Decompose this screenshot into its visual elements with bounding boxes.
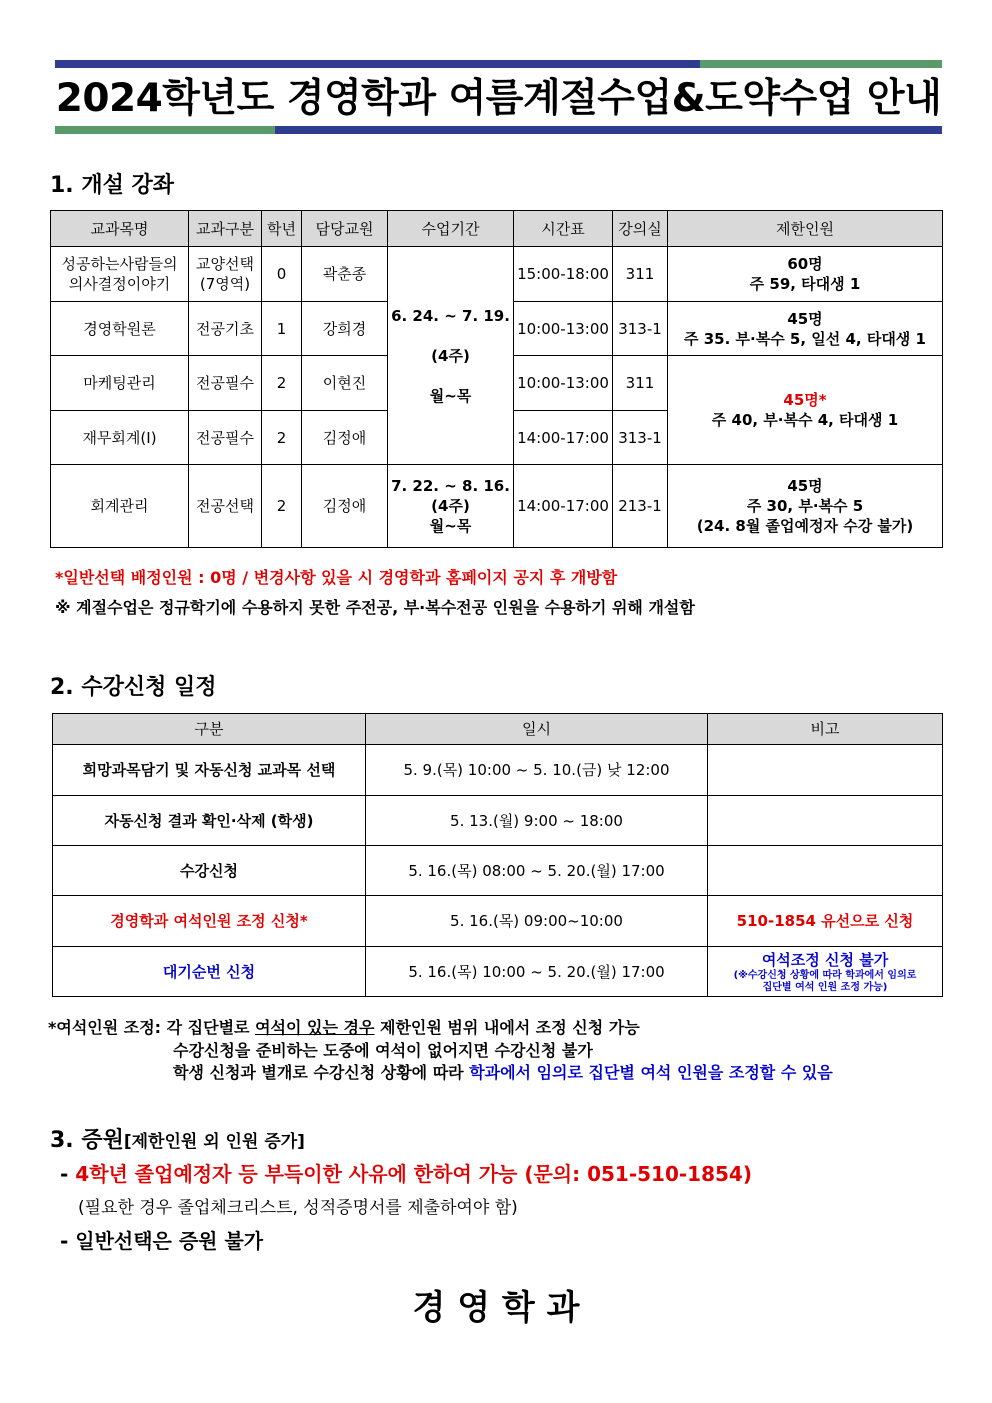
course-name: 마케팅관리 [51,356,189,411]
course-room: 213-1 [613,465,668,548]
course-room: 313-1 [613,411,668,465]
section1-heading: 1. 개설 강좌 [50,173,174,198]
title-bar-top-green [700,60,942,68]
course-name: 재무회계(I) [51,411,189,465]
course-grade: 2 [262,356,302,411]
course-time: 14:00-17:00 [514,465,613,548]
col-header-prof: 담당교원 [302,211,388,247]
course-room: 311 [613,247,668,302]
table-row [51,465,943,548]
course-limit-shared: 45명* 주 40, 부·복수 4, 타대생 1 [668,356,943,465]
col-header-time: 시간표 [514,211,613,247]
course-type: 전공선택 [189,465,262,548]
schedule-remark: 510-1854 유선으로 신청 [708,896,943,947]
section3-heading: 3. 증원[제한인원 외 인원 증가] [50,1128,305,1153]
course-name: 회계관리 [51,465,189,548]
schedule-item: 대기순번 신청 [53,947,366,997]
course-prof: 김정애 [302,465,388,548]
course-prof: 곽춘종 [302,247,388,302]
schedule-date: 5. 13.(월) 9:00 ~ 18:00 [366,796,708,846]
course-grade: 2 [262,465,302,548]
course-type: 전공필수 [189,356,262,411]
col-header-period: 수업기간 [388,211,514,247]
title-bar-bottom-blue [275,126,942,134]
section2-heading: 2. 수강신청 일정 [50,675,217,700]
title-bar-top-blue [55,60,700,68]
seat-adjust-footnote-line3: 학생 신청과 별개로 수강신청 상황에 따라 학과에서 임의로 집단별 여석 인원을 조정할 수 있음 [173,1063,833,1082]
course-grade: 0 [262,247,302,302]
col-header-remark: 비고 [708,714,943,745]
course-time: 14:00-17:00 [514,411,613,465]
course-prof: 이현진 [302,356,388,411]
course-type: 전공기초 [189,302,262,356]
schedule-date: 5. 16.(목) 10:00 ~ 5. 20.(월) 17:00 [366,947,708,997]
increase-line3: - 일반선택은 증원 불가 [60,1229,264,1253]
department-footer: 경 영 학 과 [412,1288,580,1328]
table-row [53,846,943,896]
schedule-date: 5. 9.(목) 10:00 ~ 5. 10.(금) 낮 12:00 [366,745,708,796]
course-room: 311 [613,356,668,411]
course-time: 10:00-13:00 [514,302,613,356]
col-header-item: 구분 [53,714,366,745]
col-header-name: 교과목명 [51,211,189,247]
table-row [53,745,943,796]
course-grade: 2 [262,411,302,465]
seasonal-purpose-note: ※ 계절수업은 정규학기에 수용하지 못한 주전공, 부·복수전공 인원을 수용하기 위해 개설함 [55,598,695,617]
seat-adjust-footnote: *여석인원 조정: 각 집단별로 여석이 있는 경우 제한인원 범위 내에서 조정 신청 가능 [48,1018,640,1037]
col-header-room: 강의실 [613,211,668,247]
course-time: 15:00-18:00 [514,247,613,302]
course-name: 경영학원론 [51,302,189,356]
table-row [51,247,943,302]
course-limit: 45명 주 30, 부·복수 5 (24. 8월 졸업예정자 수강 불가) [668,465,943,548]
table-row [53,796,943,846]
increase-line2: (필요한 경우 졸업체크리스트, 성적증명서를 제출하여야 함) [78,1198,518,1218]
course-period: 7. 22. ~ 8. 16. (4주) 월~목 [388,465,514,548]
col-header-grade: 학년 [262,211,302,247]
schedule-item: 수강신청 [53,846,366,896]
schedule-item: 경영학과 여석인원 조정 신청* [53,896,366,947]
course-room: 313-1 [613,302,668,356]
seat-adjust-footnote-line2: 수강신청을 준비하는 도중에 여석이 없어지면 수강신청 불가 [173,1041,593,1060]
course-type: 교양선택 (7영역) [189,247,262,302]
general-elective-note: *일반선택 배정인원 : 0명 / 변경사항 있을 시 경영학과 홈페이지 공지 후 개방함 [55,568,618,587]
schedule-remark [708,745,943,796]
col-header-date: 일시 [366,714,708,745]
schedule-remark: 여석조정 신청 불가 (※수강신청 상황에 따라 학과에서 임의로 집단별 여석 인원 조정 가능) [708,947,943,997]
page-title: 2024학년도 경영학과 여름계절수업&도약수업 안내 [55,76,942,121]
schedule-date: 5. 16.(목) 09:00~10:00 [366,896,708,947]
schedule-item: 자동신청 결과 확인·삭제 (학생) [53,796,366,846]
schedule-table [52,713,943,997]
course-prof: 강희경 [302,302,388,356]
title-bar-bottom-green [55,126,275,134]
schedule-item: 희망과목담기 및 자동신청 교과목 선택 [53,745,366,796]
schedule-date: 5. 16.(목) 08:00 ~ 5. 20.(월) 17:00 [366,846,708,896]
course-name: 성공하는사람들의 의사결정이야기 [51,247,189,302]
courses-table [50,210,943,548]
col-header-limit: 제한인원 [668,211,943,247]
course-period-group: 6. 24. ~ 7. 19. (4주) 월~목 [388,247,514,465]
schedule-remark [708,846,943,896]
course-time: 10:00-13:00 [514,356,613,411]
course-limit: 60명 주 59, 타대생 1 [668,247,943,302]
increase-line1: - 4학년 졸업예정자 등 부득이한 사유에 한하여 가능 (문의: 051-510-1854) [60,1162,752,1186]
table-row [53,896,943,947]
table-row [53,947,943,997]
course-limit: 45명 주 35. 부·복수 5, 일선 4, 타대생 1 [668,302,943,356]
course-type: 전공필수 [189,411,262,465]
course-grade: 1 [262,302,302,356]
course-prof: 김정애 [302,411,388,465]
schedule-remark [708,796,943,846]
col-header-type: 교과구분 [189,211,262,247]
